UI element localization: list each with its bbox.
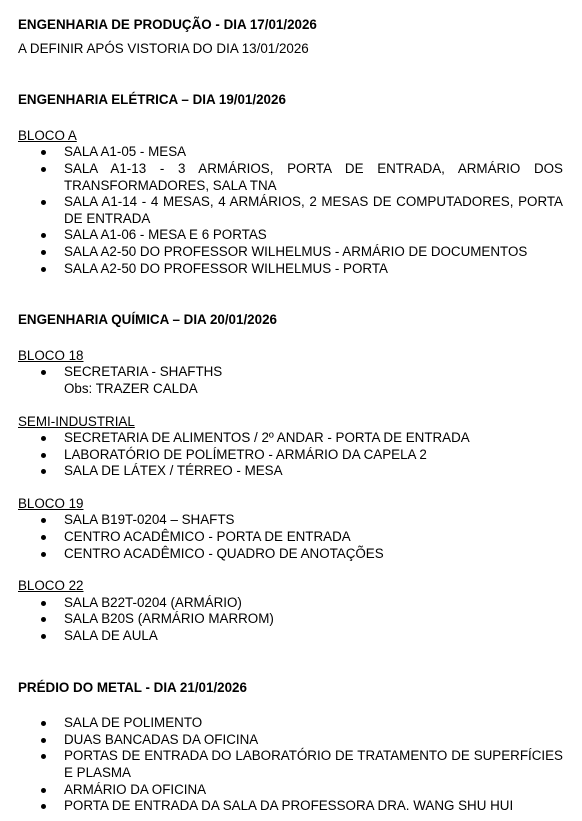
heading-producao: ENGENHARIA DE PRODUÇÃO - DIA 17/01/2026 xyxy=(18,17,317,32)
subheading-bloco-a: BLOCO A xyxy=(18,127,77,143)
list-item: DUAS BANCADAS DA OFICINA xyxy=(18,732,582,749)
list-item: PORTA DE ENTRADA DA SALA DA PROFESSORA DRA. WANG SHU HUI xyxy=(18,798,582,815)
list-item: SALA DE AULA xyxy=(18,628,582,645)
list-metal xyxy=(18,715,582,815)
subheading-bloco-18: BLOCO 18 xyxy=(18,347,84,363)
bullet-icon xyxy=(41,634,46,639)
list-item: PORTAS DE ENTRADA DO LABORATÓRIO DE TRATAMENTO DE SUPERFÍCIES E PLASMA xyxy=(18,748,582,781)
list-bloco-a xyxy=(18,144,582,277)
list-item: CENTRO ACADÊMICO - QUADRO DE ANOTAÇÕES xyxy=(18,546,582,563)
list-item: LABORATÓRIO DE POLÍMETRO - ARMÁRIO DA CAPELA 2 xyxy=(18,447,582,464)
producao-note: A DEFINIR APÓS VISTORIA DO DIA 13/01/2026 xyxy=(18,40,309,56)
bullet-icon xyxy=(41,167,46,172)
list-item: CENTRO ACADÊMICO - PORTA DE ENTRADA xyxy=(18,529,582,546)
list-item: SALA A1-14 - 4 MESAS, 4 ARMÁRIOS, 2 MESAS DE COMPUTADORES, PORTA DE ENTRADA xyxy=(18,194,582,227)
bullet-icon xyxy=(41,233,46,238)
list-item: SALA B19T-0204 – SHAFTS xyxy=(18,512,582,529)
list-bloco-18 xyxy=(18,364,582,397)
list-item: SECRETARIA - SHAFTHS Obs: TRAZER CALDA xyxy=(18,364,582,397)
list-item: SALA A2-50 DO PROFESSOR WILHELMUS - PORTA xyxy=(18,261,582,278)
obs-note: Obs: TRAZER CALDA xyxy=(64,380,198,396)
list-item: SALA A1-05 - MESA xyxy=(18,144,582,161)
bullet-icon xyxy=(41,436,46,441)
list-bloco-19 xyxy=(18,512,582,562)
heading-metal: PRÉDIO DO METAL - DIA 21/01/2026 xyxy=(18,679,247,695)
bullet-icon xyxy=(41,200,46,205)
bullet-icon xyxy=(41,250,46,255)
bullet-icon xyxy=(41,738,46,743)
bullet-icon xyxy=(41,788,46,793)
heading-quimica: ENGENHARIA QUÍMICA – DIA 20/01/2026 xyxy=(18,312,277,328)
list-item: SALA B22T-0204 (ARMÁRIO) xyxy=(18,595,582,612)
bullet-icon xyxy=(41,267,46,272)
list-item: SALA A1-06 - MESA E 6 PORTAS xyxy=(18,227,582,244)
list-item: SALA B20S (ARMÁRIO MARROM) xyxy=(18,611,582,628)
list-bloco-22 xyxy=(18,595,582,645)
bullet-icon xyxy=(41,552,46,557)
bullet-icon xyxy=(41,601,46,606)
bullet-icon xyxy=(41,453,46,458)
list-semi-industrial xyxy=(18,430,582,480)
subheading-bloco-22: BLOCO 22 xyxy=(18,578,84,594)
bullet-icon xyxy=(41,617,46,622)
list-item: SALA DE POLIMENTO xyxy=(18,715,582,732)
bullet-icon xyxy=(41,150,46,155)
bullet-icon xyxy=(41,721,46,726)
bullet-icon xyxy=(41,804,46,809)
bullet-icon xyxy=(41,754,46,759)
heading-eletrica: ENGENHARIA ELÉTRICA – DIA 19/01/2026 xyxy=(18,92,286,108)
list-item: SECRETARIA DE ALIMENTOS / 2º ANDAR - PORTA DE ENTRADA xyxy=(18,430,582,447)
list-item: SALA DE LÁTEX / TÉRREO - MESA xyxy=(18,463,582,480)
bullet-icon xyxy=(41,469,46,474)
list-item: ARMÁRIO DA OFICINA xyxy=(18,782,582,799)
bullet-icon xyxy=(41,535,46,540)
subheading-semi-industrial: SEMI-INDUSTRIAL xyxy=(18,413,135,429)
list-item: SALA A2-50 DO PROFESSOR WILHELMUS - ARMÁRIO DE DOCUMENTOS xyxy=(18,244,582,261)
bullet-icon xyxy=(41,518,46,523)
list-item: SALA A1-13 - 3 ARMÁRIOS, PORTA DE ENTRADA, ARMÁRIO DOS TRANSFORMADORES, SALA TNA xyxy=(18,161,582,194)
bullet-icon xyxy=(41,370,46,375)
subheading-bloco-19: BLOCO 19 xyxy=(18,495,84,511)
